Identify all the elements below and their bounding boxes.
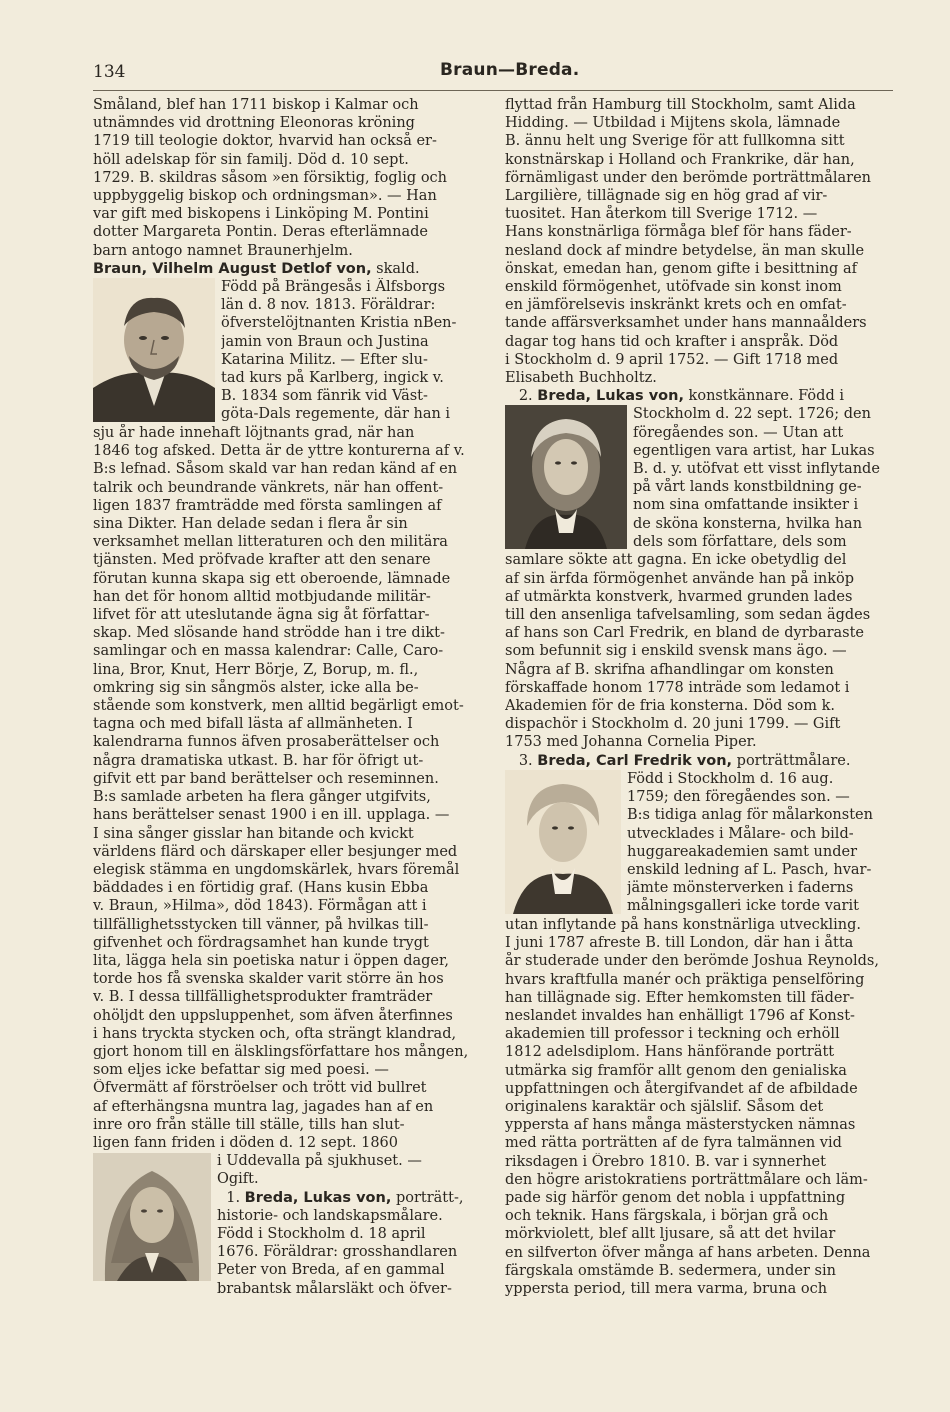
entry-braun-body (93, 424, 493, 1152)
text-line: hans berättelser senast 1900 i en ill. upplaga. — (93, 807, 450, 824)
text-line: inre oro från ställe till ställe, tills han slut- (93, 1116, 405, 1133)
text-line: Akademien för de fria konsterna. Död som k. (505, 698, 835, 715)
text-line: uppfattningen och återgifvandet af de afbildade (505, 1080, 858, 1097)
entry-role: skald. (371, 260, 420, 277)
text-line: barn antogo namnet Braunerhjelm. (93, 242, 353, 259)
text-line: enskild ledning af L. Pasch, hvar- (627, 861, 872, 878)
text-line: i hans tryckta stycken och, ofta strängt klandrad, (93, 1025, 457, 1042)
text-line: tad kurs på Karlberg, ingick v. (221, 370, 444, 387)
text-line: öfverstelöjtnanten Kristia nBen- (221, 315, 457, 332)
text-line: B:s samlade arbeten ha flera gånger utgifvits, (93, 789, 431, 806)
page-number: 134 (93, 62, 126, 82)
text-line: i Uddevalla på sjukhuset. — (217, 1153, 422, 1170)
text-line: Elisabeth Buchholtz. (505, 370, 657, 387)
text-line: kalendrarna funnos äfven prosaberättelser och (93, 734, 440, 751)
text-line: torde hos få svenska skalder varit större än hos (93, 971, 444, 988)
text-line: Några af B. skrifna afhandlingar om konsten (505, 661, 834, 678)
text-line: samlare sökte att gagna. En icke obetydlig del (505, 552, 847, 569)
entry-heading-braun-vilhelm (93, 260, 493, 278)
entry-braun-bishop-continued (93, 96, 493, 260)
portrait-breda-carl-fredrik-image (505, 770, 621, 914)
text-line: en silfverton öfver många af hans arbeten. Denna (505, 1244, 871, 1261)
text-line: yppersta af hans många mästerstycken nämnas (505, 1117, 856, 1134)
text-line: ohöljdt den uppsluppenhet, som äfven återfinnes (93, 1007, 453, 1024)
text-line: v. Braun, »Hilma», död 1843). Förmågan att i (93, 898, 427, 915)
text-line: Hans konstnärliga förmåga blef för hans fäder- (505, 224, 852, 241)
text-line: som befunnit sig i enskild svensk mans ägo. — (505, 643, 847, 660)
entry-name: Breda, Lukas von, (537, 388, 684, 405)
text-line: Ogift. (217, 1171, 259, 1188)
entry-number: 1. (226, 1189, 241, 1206)
text-line: han det för honom alltid motbjudande militär- (93, 588, 431, 605)
text-line: Född i Stockholm d. 18 april (217, 1225, 426, 1242)
text-line: nom sina omfattande insikter i (633, 497, 859, 514)
text-line: originalens karaktär och själslif. Såsom det (505, 1098, 824, 1115)
text-line: hvars kraftfulla manér och präktiga penselföring (505, 971, 865, 988)
portrait-breda-lukas-2-image (505, 405, 627, 549)
text-line: Född i Stockholm d. 16 aug. (627, 770, 834, 787)
entry-number: 2. (518, 388, 533, 405)
text-line: bäddades i en förtidig graf. (Hans kusin Ebba (93, 880, 429, 897)
text-line: år studerade under den berömde Joshua Reynolds, (505, 953, 879, 970)
portrait-breda-lukas-1-image (93, 1153, 211, 1281)
text-line: omkring sig sin sångmös alster, icke alla be- (93, 679, 419, 696)
text-line: förutan kunna skapa sig ett oberoende, lämnade (93, 570, 451, 587)
text-line: elegisk stämma en ungdomskärlek, hvars föremål (93, 861, 460, 878)
text-line: färgskala omstämde B. sedermera, under sin (505, 1262, 836, 1279)
text-line: B:s lefnad. Såsom skald var han redan känd af en (93, 461, 458, 478)
text-line: Katarina Militz. — Efter slu- (221, 351, 428, 368)
text-line: dispachör i Stockholm d. 20 juni 1799. — Gift (505, 716, 841, 733)
right-column (505, 96, 905, 1392)
text-line: yppersta period, till mera varma, bruna och (505, 1280, 828, 1297)
entry-name: Breda, Lukas von, (244, 1189, 392, 1206)
text-line: Småland, blef han 1711 biskop i Kalmar och (93, 97, 419, 113)
text-line: gifvenhet och fördragsamhet han kunde trygt (93, 934, 429, 951)
text-line: af sin ärfda förmögenhet använde han på inköp (505, 570, 855, 587)
text-line: göta-Dals regemente, där han i (221, 406, 451, 423)
text-line: lifvet för att uteslutande ägna sig åt författar- (93, 607, 430, 624)
text-line: sju år hade innehaft löjtnants grad, när han (93, 425, 415, 442)
text-line: jämte mönsterverken i faderns (627, 880, 854, 897)
text-line: konstnärskap i Holland och Frankrike, där han, (505, 151, 855, 168)
text-line: några dramatiska utkast. B. har för öfrigt ut- (93, 752, 424, 769)
text-line: gjort honom till en älsklingsförfattare hos mången, (93, 1043, 469, 1060)
text-line: sina Dikter. Han delade sedan i flera år sin (93, 516, 408, 533)
text-line: förnämligast under den berömde porträttmålaren (505, 169, 872, 186)
text-line: dagar tog hans tid och krafter i anspråk. Död (505, 333, 839, 350)
text-line: Född på Brängesås i Älfsborgs (221, 279, 446, 296)
portrait-braun-image (93, 278, 215, 422)
entry-name: Braun, Vilhelm August Detlof von, (93, 260, 372, 277)
text-line: föregåendes son. — Utan att (633, 424, 844, 441)
text-line: af utmärkta konstverk, hvarmed grunden lades (505, 588, 853, 605)
portrait-breda-lukas-1 (93, 1153, 211, 1281)
text-line: tande affärsverksamhet under hans mannaålders (505, 315, 867, 332)
text-line: världens flärd och därskaper eller besjunger med (93, 843, 458, 860)
text-line: Peter von Breda, af en gammal (217, 1262, 445, 1279)
left-column (93, 96, 493, 1392)
text-line: 1753 med Johanna Cornelia Piper. (505, 734, 757, 751)
text-line: höll adelskap för sin familj. Död d. 10 sept. (93, 151, 409, 168)
text-line: önskat, emedan han, genom gifte i besittning af (505, 260, 857, 277)
text-line: neslandet invaldes han enhälligt 1796 af Konst- (505, 1007, 855, 1024)
text-line: 1846 tog afsked. Detta är de yttre konturerna af v. (93, 443, 465, 460)
entry-role: porträtt-, (391, 1189, 464, 1206)
text-line: jamin von Braun och Justina (221, 333, 429, 350)
text-line: som eljes icke befattar sig med poesi. — (93, 1062, 389, 1079)
text-line: akademien till professor i teckning och erhöll (505, 1026, 840, 1043)
text-line: han tillägnade sig. Efter hemkomsten till fäder- (505, 989, 855, 1006)
text-line: skap. Med slösande hand strödde han i tre dikt- (93, 625, 445, 642)
text-line: pade sig härför genom det nobla i uppfattning (505, 1189, 846, 1206)
entry-role: porträttmålare. (732, 752, 851, 769)
text-line: utnämndes vid drottning Eleonoras kröning (93, 115, 415, 132)
text-line: nesland dock af mindre betydelse, än man skulle (505, 242, 865, 259)
entry-breda-lukas-2-body (505, 551, 905, 751)
text-line: stående som konstverk, men alltid begärligt emot- (93, 698, 464, 715)
text-line: tjänsten. Med pröfvade krafter att den senare (93, 552, 431, 569)
text-line: utvecklades i Målare- och bild- (627, 825, 854, 842)
text-line: den högre aristokratiens porträttmålare och läm- (505, 1171, 868, 1188)
text-line: lina, Bror, Knut, Herr Börje, Z, Borup, m. fl., (93, 661, 419, 678)
text-line: I juni 1787 afreste B. till London, där han i åtta (505, 935, 854, 952)
text-line: utmärka sig framför allt genom den genialiska (505, 1062, 847, 1079)
entry-heading-breda-carl-fredrik (505, 752, 905, 770)
text-line: 1676. Föräldrar: grosshandlaren (217, 1244, 458, 1261)
text-line: till den ansenliga tafvelsamling, som sedan ägdes (505, 607, 871, 624)
text-line: på vårt lands konstbildning ge- (633, 479, 862, 496)
text-line: dotter Margareta Pontin. Deras efterlämnade (93, 224, 428, 241)
portrait-breda-carl-fredrik (505, 770, 621, 914)
text-line: tuositet. Han återkom till Sverige 1712. — (505, 206, 818, 223)
text-line: var gift med biskopens i Linköping M. Pontini (93, 206, 429, 223)
running-title: Braun—Breda. (440, 60, 580, 80)
entry-name: Breda, Carl Fredrik von, (537, 752, 733, 769)
text-line: flyttad från Hamburg till Stockholm, samt Alida (505, 97, 856, 113)
text-line: Hidding. — Utbildad i Mijtens skola, lämnade (505, 115, 841, 132)
text-line: riksdagen i Örebro 1810. B. var i synnerhet (505, 1153, 826, 1170)
text-line: ligen fann friden i döden d. 12 sept. 1860 (93, 1134, 399, 1151)
entry-role: konstkännare. Född i (683, 388, 844, 405)
text-line: med rätta porträtten af de fyra talmännen vid (505, 1135, 842, 1152)
text-line: målningsgalleri icke torde varit (627, 898, 859, 915)
text-line: v. B. I dessa tillfällighetsprodukter framträder (93, 989, 433, 1006)
text-line: mörkviolett, blef allt ljusare, så att det hvilar (505, 1226, 836, 1243)
text-line: 1759; den föregåendes son. — (627, 789, 850, 806)
entry-heading-breda-lukas-2 (505, 387, 905, 405)
text-line: historie- och landskapsmålare. (217, 1207, 443, 1224)
text-line: B:s tidiga anlag för målarkonsten (627, 807, 873, 824)
text-line: i Stockholm d. 9 april 1752. — Gift 1718 med (505, 351, 839, 368)
text-line: Öfvermätt af förströelser och trött vid bullret (93, 1080, 427, 1097)
text-line: samlingar och en massa kalendrar: Calle, Caro- (93, 643, 444, 660)
text-line: huggareakademien samt under (627, 843, 857, 860)
header-rule (93, 90, 893, 91)
text-line: förskaffade honom 1778 inträde som ledamot i (505, 679, 850, 696)
text-line: B. d. y. utöfvat ett visst inflytande (633, 461, 880, 478)
text-line: och teknik. Hans färgskala, i början grå och (505, 1208, 829, 1225)
portrait-breda-lukas-2 (505, 405, 627, 549)
text-line: egentligen vara artist, har Lukas (633, 442, 875, 459)
text-line: dels som författare, dels som (633, 533, 847, 550)
text-line: län d. 8 nov. 1813. Föräldrar: (221, 297, 436, 314)
text-line: utan inflytande på hans konstnärliga utveckling. (505, 916, 861, 933)
text-line: uppbyggelig biskop och ordningsman». — Han (93, 188, 437, 205)
text-line: Largilière, tillägnade sig en hög grad af vir- (505, 188, 828, 205)
text-line: gifvit ett par band berättelser och reseminnen. (93, 770, 439, 787)
text-line: verksamhet mellan litteraturen och den militära (93, 534, 448, 551)
text-line: brabantsk målarsläkt och öfver- (217, 1280, 452, 1297)
entry-number: 3. (518, 752, 533, 769)
text-line: enskild förmögenhet, utöfvade sin konst inom (505, 279, 842, 296)
text-line: talrik och beundrande vänkrets, när han offent- (93, 479, 444, 496)
text-line: af hans son Carl Fredrik, en bland de dyrbaraste (505, 625, 865, 642)
text-line: 1729. B. skildras såsom »en försiktig, foglig och (93, 169, 448, 186)
text-line: Stockholm d. 22 sept. 1726; den (633, 406, 871, 423)
text-line: tagna och med bifall lästa af allmänheten. I (93, 716, 413, 733)
text-line: en jämförelsevis inskränkt krets och en omfat- (505, 297, 847, 314)
text-line: lita, lägga hela sin poetiska natur i öppen dager, (93, 952, 449, 969)
text-line: B. ännu helt ung Sverige för att fullkomna sitt (505, 133, 845, 150)
text-line: tillfällighetsstycken till vänner, på hvilkas till- (93, 916, 429, 933)
entry-breda-lukas-1-continued (505, 96, 905, 387)
entry-breda-carl-fredrik-body (505, 916, 905, 1298)
text-line: 1719 till teologie doktor, hvarvid han också er- (93, 133, 437, 150)
text-line: I sina sånger gisslar han bitande och kvickt (93, 825, 414, 842)
text-line: de sköna konsterna, hvilka han (633, 515, 863, 532)
portrait-braun (93, 278, 215, 422)
text-line: B. 1834 som fänrik vid Väst- (221, 388, 428, 405)
text-line: 1812 adelsdiplom. Hans hänförande porträtt (505, 1044, 835, 1061)
text-line: ligen 1837 framträdde med första samlingen af (93, 497, 442, 514)
text-line: af efterhängsna muntra lag, jagades han af en (93, 1098, 434, 1115)
